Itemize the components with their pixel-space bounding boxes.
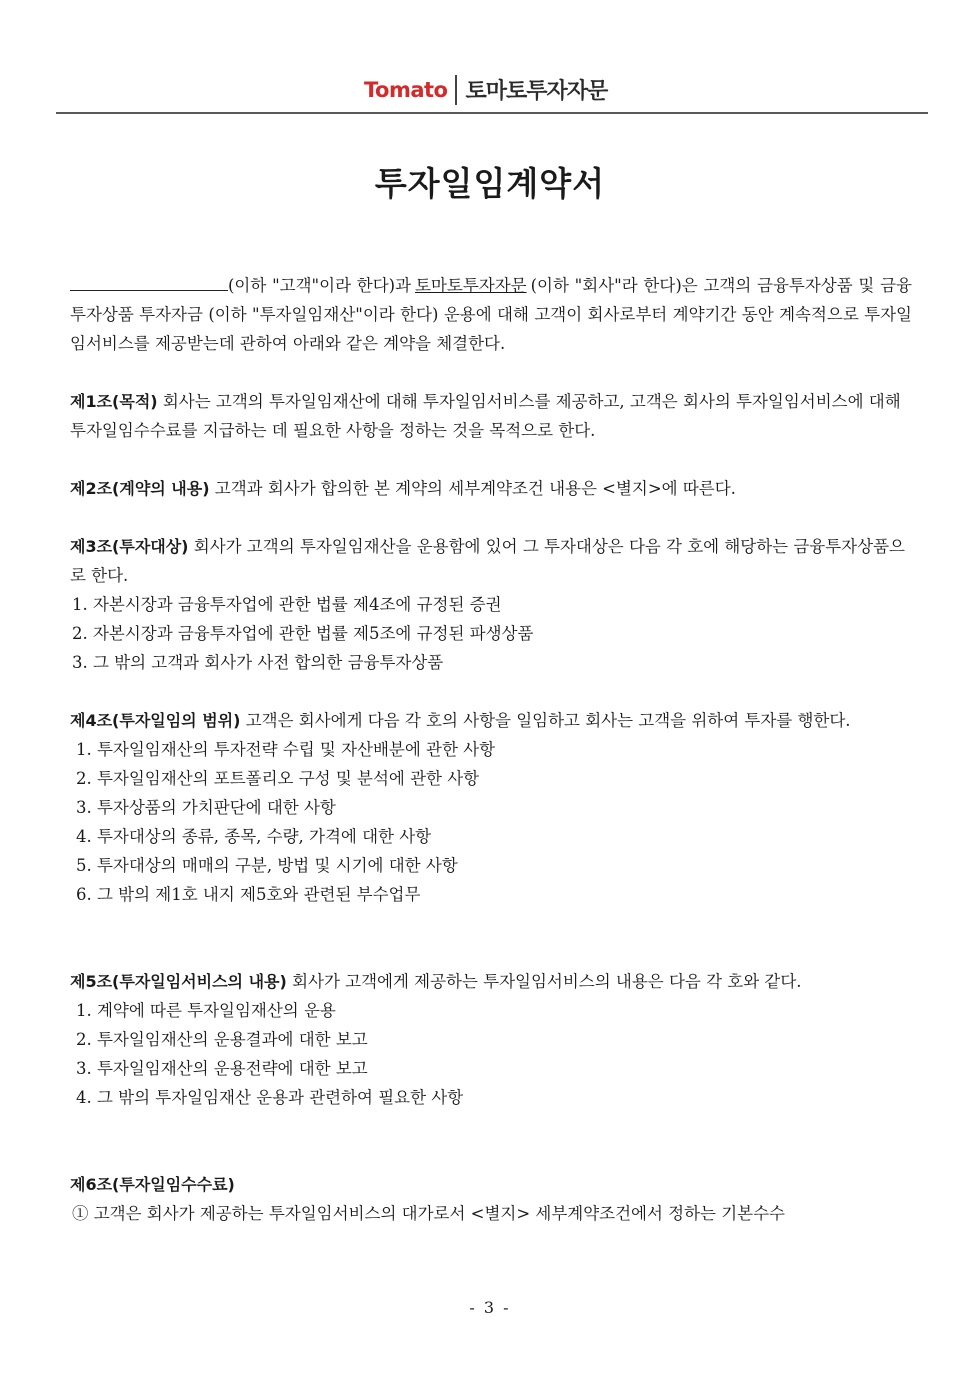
article-text: 회사가 고객에게 제공하는 투자일임서비스의 내용은 다음 각 호와 같다. — [292, 972, 802, 991]
list-item: 5. 투자대상의 매매의 구분, 방법 및 시기에 대한 사항 — [76, 856, 458, 875]
list-item: 1. 자본시장과 금융투자업에 관한 법률 제4조에 규정된 증권 — [72, 595, 502, 614]
article-5 — [70, 967, 912, 1112]
list-item: 4. 그 밖의 투자일임재산 운용과 관련하여 필요한 사항 — [76, 1088, 464, 1107]
article-heading: 제6조(투자일임수수료) — [70, 1175, 235, 1194]
logo-korean: 토마토투자자문 — [465, 79, 608, 104]
article-heading: 제1조(목적) — [70, 392, 158, 411]
list-item: 2. 투자일임재산의 운용결과에 대한 보고 — [76, 1030, 368, 1049]
article-text: 회사가 고객의 투자일임재산을 운용함에 있어 그 투자대상은 다음 각 호에 해당하는 금융투자상품으로 한다. — [70, 537, 905, 585]
article-heading: 제4조(투자일임의 범위) — [70, 711, 241, 730]
company-logo — [364, 74, 607, 105]
intro-part2: (이하 "회사"라 한다)은 고객의 금융투자상품 및 금융투자상품 투자자금 (이하 "투자일임재산"이라 한다) 운용에 대해 고객이 회사로부터 계약기간 동안 계속적으로 투자일임서비스를 제공받는데 관하여 아래와 같은 계약을 체결한다. — [70, 276, 912, 353]
logo-english: Tomato — [364, 77, 448, 102]
list-item: 4. 투자대상의 종류, 종목, 수량, 가격에 대한 사항 — [76, 827, 432, 846]
article-text: 고객은 회사에게 다음 각 호의 사항을 일임하고 회사는 고객을 위하여 투자를 행한다. — [245, 711, 851, 730]
list-item: 3. 투자일임재산의 운용전략에 대한 보고 — [76, 1059, 368, 1078]
article-text: 회사는 고객의 투자일임재산에 대해 투자일임서비스를 제공하고, 고객은 회사의 투자일임서비스에 대해 투자일임수수료를 지급하는 데 필요한 사항을 정하는 것을 목적으로 한다. — [70, 392, 901, 440]
client-name-blank — [70, 272, 228, 291]
list-item: 2. 자본시장과 금융투자업에 관한 법률 제5조에 규정된 파생상품 — [72, 624, 534, 643]
article-3 — [70, 532, 912, 677]
list-item: 3. 투자상품의 가치판단에 대한 사항 — [76, 798, 336, 817]
list-item: ① 고객은 회사가 제공하는 투자일임서비스의 대가로서 <별지> 세부계약조건에서 정하는 기본수수 — [72, 1204, 785, 1223]
article-2 — [70, 474, 912, 503]
list-item: 2. 투자일임재산의 포트폴리오 구성 및 분석에 관한 사항 — [76, 769, 480, 788]
article-6 — [70, 1170, 912, 1228]
intro-paragraph — [70, 271, 912, 358]
article-heading: 제3조(투자대상) — [70, 537, 189, 556]
article-4 — [70, 706, 912, 909]
company-name: 토마토투자자문 — [415, 276, 527, 295]
article-heading: 제2조(계약의 내용) — [70, 479, 210, 498]
list-item: 1. 투자일임재산의 투자전략 수립 및 자산배분에 관한 사항 — [76, 740, 496, 759]
list-item: 6. 그 밖의 제1호 내지 제5호와 관련된 부수업무 — [76, 885, 421, 904]
article-1 — [70, 387, 912, 445]
intro-part1: (이하 "고객"이라 한다)과 — [228, 276, 412, 295]
article-heading: 제5조(투자일임서비스의 내용) — [70, 972, 287, 991]
article-text: 고객과 회사가 합의한 본 계약의 세부계약조건 내용은 <별지>에 따른다. — [214, 479, 736, 498]
page-number: - 3 - — [469, 1298, 511, 1317]
page-header — [56, 66, 928, 114]
logo-divider — [455, 75, 457, 105]
list-item: 3. 그 밖의 고객과 회사가 사전 합의한 금융투자상품 — [72, 653, 444, 672]
document-title: 투자일임계약서 — [374, 164, 606, 203]
list-item: 1. 계약에 따른 투자일임재산의 운용 — [76, 1001, 336, 1020]
